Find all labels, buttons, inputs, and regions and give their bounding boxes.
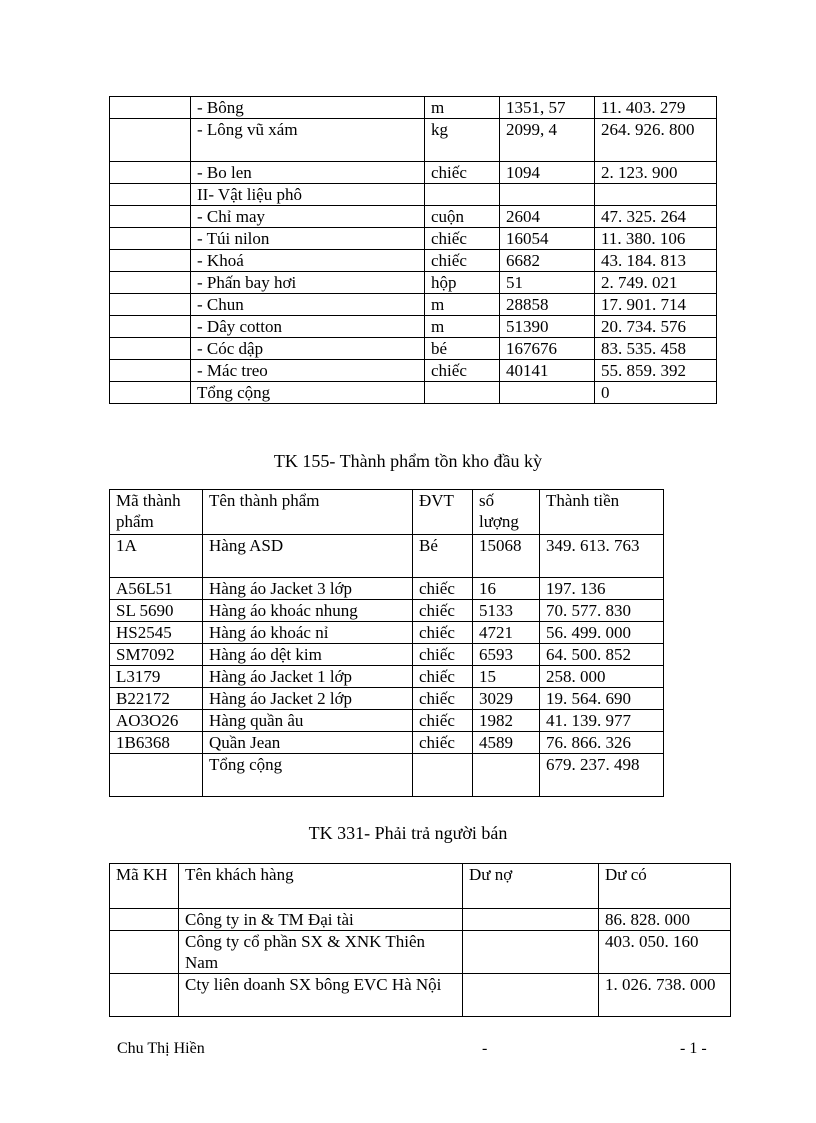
cell-name: Hàng ASD [203, 535, 413, 578]
cell-unit: hộp [425, 272, 500, 294]
cell-name: - Khoá [191, 250, 425, 272]
cell-code [110, 250, 191, 272]
header-unit: ĐVT [413, 490, 473, 535]
cell-unit: chiếc [425, 162, 500, 184]
cell-name: - Chỉ may [191, 206, 425, 228]
cell-unit [425, 184, 500, 206]
cell-name: Tổng cộng [191, 382, 425, 404]
table-row [110, 710, 664, 732]
cell-amount: 2. 749. 021 [595, 272, 717, 294]
cell-code [110, 974, 179, 1017]
cell-amount: 0 [595, 382, 717, 404]
cell-amount: 76. 866. 326 [540, 732, 664, 754]
cell-amount: 264. 926. 800 [595, 119, 717, 162]
cell-name: - Lông vũ xám [191, 119, 425, 162]
table-row [110, 974, 731, 1017]
cell-code: A56L51 [110, 578, 203, 600]
cell-unit: Bé [413, 535, 473, 578]
cell-qty: 6682 [500, 250, 595, 272]
table-row [110, 600, 664, 622]
cell-name: - Bo len [191, 162, 425, 184]
cell-code: L3179 [110, 666, 203, 688]
cell-name: - Túi nilon [191, 228, 425, 250]
cell-debit [463, 909, 599, 931]
table-row [110, 294, 717, 316]
table-row [110, 119, 717, 162]
cell-code: SL 5690 [110, 600, 203, 622]
cell-name: Hàng áo Jacket 3 lớp [203, 578, 413, 600]
materials-table-body [110, 97, 717, 404]
cell-debit [463, 931, 599, 974]
table-row [110, 162, 717, 184]
cell-name: Hàng áo khoác nỉ [203, 622, 413, 644]
table-row [110, 250, 717, 272]
cell-amount: 258. 000 [540, 666, 664, 688]
cell-code [110, 272, 191, 294]
cell-amount: 2. 123. 900 [595, 162, 717, 184]
cell-qty: 3029 [473, 688, 540, 710]
cell-amount [595, 184, 717, 206]
cell-name: - Dây cotton [191, 316, 425, 338]
cell-unit: chiếc [413, 622, 473, 644]
cell-unit: bé [425, 338, 500, 360]
cell-qty: 16 [473, 578, 540, 600]
cell-qty: 167676 [500, 338, 595, 360]
cell-amount: 197. 136 [540, 578, 664, 600]
cell-name: Hàng quần âu [203, 710, 413, 732]
header-name: Tên thành phẩm [203, 490, 413, 535]
cell-amount: 11. 403. 279 [595, 97, 717, 119]
cell-code [110, 119, 191, 162]
cell-code: AO3O26 [110, 710, 203, 732]
cell-amount: 20. 734. 576 [595, 316, 717, 338]
table-row [110, 97, 717, 119]
cell-qty: 1094 [500, 162, 595, 184]
cell-name: - Mác treo [191, 360, 425, 382]
cell-name: Hàng áo dệt kim [203, 644, 413, 666]
cell-amount: 41. 139. 977 [540, 710, 664, 732]
cell-qty: 28858 [500, 294, 595, 316]
table-row [110, 644, 664, 666]
table-row [110, 931, 731, 974]
cell-name: Quần Jean [203, 732, 413, 754]
cell-debit [463, 974, 599, 1017]
cell-code [110, 162, 191, 184]
header-name: Tên khách hàng [179, 864, 463, 909]
cell-credit: 86. 828. 000 [599, 909, 731, 931]
cell-amount: 17. 901. 714 [595, 294, 717, 316]
cell-name: II- Vật liệu phô [191, 184, 425, 206]
table-row [110, 228, 717, 250]
table-row [110, 688, 664, 710]
cell-qty: 15068 [473, 535, 540, 578]
header-debit: Dư nợ [463, 864, 599, 909]
cell-qty: 2099, 4 [500, 119, 595, 162]
payables-body [110, 909, 731, 1017]
cell-name: Tổng cộng [203, 754, 413, 797]
header-qty: số lượng [473, 490, 540, 535]
cell-code: HS2545 [110, 622, 203, 644]
payables-table [109, 863, 731, 1017]
cell-qty: 40141 [500, 360, 595, 382]
cell-name: Công ty in & TM Đại tài [179, 909, 463, 931]
cell-code: 1B6368 [110, 732, 203, 754]
cell-unit: chiếc [413, 710, 473, 732]
table-row [110, 206, 717, 228]
cell-amount: 19. 564. 690 [540, 688, 664, 710]
cell-amount: 47. 325. 264 [595, 206, 717, 228]
cell-amount: 56. 499. 000 [540, 622, 664, 644]
cell-amount: 43. 184. 813 [595, 250, 717, 272]
table-row [110, 535, 664, 578]
cell-amount: 11. 380. 106 [595, 228, 717, 250]
materials-table [109, 96, 717, 404]
cell-unit: m [425, 294, 500, 316]
cell-amount: 55. 859. 392 [595, 360, 717, 382]
finished-goods-body [110, 535, 664, 797]
cell-qty: 51390 [500, 316, 595, 338]
cell-name: Hàng áo khoác nhung [203, 600, 413, 622]
table-row [110, 666, 664, 688]
header-credit: Dư có [599, 864, 731, 909]
cell-unit: cuộn [425, 206, 500, 228]
table-row [110, 272, 717, 294]
cell-code [110, 316, 191, 338]
table-header-row [110, 864, 731, 909]
table-row [110, 909, 731, 931]
cell-unit: chiếc [425, 360, 500, 382]
cell-unit: chiếc [413, 688, 473, 710]
cell-name: Hàng áo Jacket 2 lớp [203, 688, 413, 710]
cell-unit: chiếc [413, 732, 473, 754]
finished-goods-title: TK 155- Thành phẩm tồn kho đầu kỳ [273, 451, 543, 471]
table-row [110, 360, 717, 382]
cell-code: B22172 [110, 688, 203, 710]
table-row [110, 184, 717, 206]
cell-code [110, 909, 179, 931]
finished-goods-table [109, 489, 664, 797]
cell-qty [500, 382, 595, 404]
cell-code [110, 382, 191, 404]
cell-unit: chiếc [413, 600, 473, 622]
cell-qty: 4589 [473, 732, 540, 754]
cell-unit: chiếc [413, 578, 473, 600]
cell-amount: 349. 613. 763 [540, 535, 664, 578]
cell-qty: 51 [500, 272, 595, 294]
cell-unit: chiếc [413, 644, 473, 666]
table-row [110, 382, 717, 404]
cell-code [110, 228, 191, 250]
footer-center: - [482, 1040, 488, 1057]
cell-name: Công ty cổ phần SX & XNK Thiên Nam [179, 931, 463, 974]
cell-amount: 679. 237. 498 [540, 754, 664, 797]
cell-unit: kg [425, 119, 500, 162]
cell-code [110, 184, 191, 206]
cell-qty [500, 184, 595, 206]
cell-unit: chiếc [425, 250, 500, 272]
cell-credit: 1. 026. 738. 000 [599, 974, 731, 1017]
cell-qty: 4721 [473, 622, 540, 644]
cell-credit: 403. 050. 160 [599, 931, 731, 974]
cell-code [110, 294, 191, 316]
cell-name: - Bông [191, 97, 425, 119]
table-row [110, 622, 664, 644]
header-code: Mã thành phẩm [110, 490, 203, 535]
cell-amount: 83. 535. 458 [595, 338, 717, 360]
cell-code [110, 360, 191, 382]
cell-name: Cty liên doanh SX bông EVC Hà Nội [179, 974, 463, 1017]
cell-name: Hàng áo Jacket 1 lớp [203, 666, 413, 688]
cell-code: SM7092 [110, 644, 203, 666]
cell-code [110, 754, 203, 797]
cell-qty: 16054 [500, 228, 595, 250]
cell-unit: chiếc [413, 666, 473, 688]
cell-code: 1A [110, 535, 203, 578]
cell-unit [413, 754, 473, 797]
table-row [110, 732, 664, 754]
table-row [110, 316, 717, 338]
table-row [110, 754, 664, 797]
header-code: Mã KH [110, 864, 179, 909]
table-row [110, 578, 664, 600]
header-amount: Thành tiền [540, 490, 664, 535]
table-header-row [110, 490, 664, 535]
footer-page-number: - 1 - [680, 1040, 707, 1057]
cell-name: - Phấn bay hơi [191, 272, 425, 294]
table-row [110, 338, 717, 360]
cell-unit: m [425, 97, 500, 119]
cell-qty: 1351, 57 [500, 97, 595, 119]
cell-unit: m [425, 316, 500, 338]
cell-unit: chiếc [425, 228, 500, 250]
cell-qty: 5133 [473, 600, 540, 622]
cell-amount: 70. 577. 830 [540, 600, 664, 622]
cell-name: - Chun [191, 294, 425, 316]
cell-unit [425, 382, 500, 404]
cell-code [110, 338, 191, 360]
cell-amount: 64. 500. 852 [540, 644, 664, 666]
cell-code [110, 206, 191, 228]
payables-title: TK 331- Phải trả người bán [308, 823, 508, 843]
cell-qty: 15 [473, 666, 540, 688]
cell-code [110, 97, 191, 119]
cell-qty [473, 754, 540, 797]
cell-code [110, 931, 179, 974]
cell-qty: 6593 [473, 644, 540, 666]
cell-qty: 1982 [473, 710, 540, 732]
footer-author: Chu Thị Hiền [117, 1040, 205, 1057]
cell-qty: 2604 [500, 206, 595, 228]
cell-name: - Cóc dập [191, 338, 425, 360]
